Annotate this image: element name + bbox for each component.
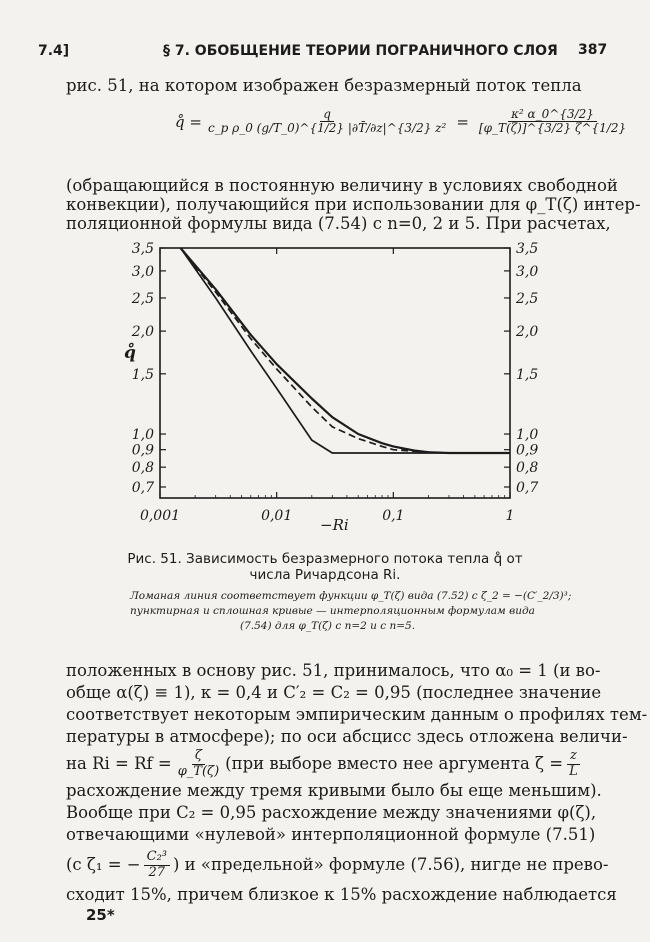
x-tick-label: 1 [505, 508, 515, 524]
series-line-2 [181, 248, 511, 453]
series-line-1 [181, 248, 511, 453]
series-group [181, 248, 511, 453]
y-tick-label: 0,8 [131, 460, 154, 477]
zeta-alternative: (при выборе вместо нее аргумента ζ = [225, 754, 564, 773]
figure-note-line-2: пунктирная и сплошная кривые — интерполяционным формулам вида [130, 605, 535, 617]
zeta1-fraction [144, 850, 170, 880]
paragraph-2-line-4: пературы в атмосфере); по оси абсцисс здесь отложена величи- [66, 727, 628, 746]
paragraph-1 [66, 176, 641, 233]
paragraph-1-line: поляционной формулы вида (7.54) с n=0, 2 и 5. При расчетах, [66, 214, 611, 233]
zeta1-definition: (с ζ₁ = − [66, 855, 141, 874]
paragraph-2-line-9 [66, 846, 609, 884]
y-tick-label-right: 0,9 [516, 442, 539, 459]
y-tick-label-right: 1,0 [516, 427, 539, 444]
formula-fraction-2 [476, 108, 629, 135]
x-tick-label: 0,001 [139, 508, 181, 524]
figure-note-line-3: (7.54) для φ_T(ζ) с n=2 и с n=5. [240, 620, 416, 632]
figure-note-line-1: Ломаная линия соответствует функции φ_T(ζ) вида (7.52) с ζ_2 = −(C′_2/3)³; [130, 590, 572, 602]
section-number: 7.4] [38, 43, 70, 59]
ri-fraction [175, 749, 222, 779]
paragraph-2-line-2: обще α(ζ) ≡ 1), κ = 0,4 и C′₂ = C₂ = 0,95 (последнее значение [66, 683, 602, 702]
y-tick-label: 3,5 [131, 241, 154, 257]
y-tick-label: 3,0 [131, 263, 154, 280]
zeta1-fraction-num: C₂³ [144, 850, 170, 865]
paragraph-1-line: (обращающийся в постоянную величину в условиях свободной [66, 176, 618, 195]
zeta-fraction-den: L [569, 763, 578, 779]
formula-den-1: c_p ρ_0 (g/T_0)^{1/2} |∂T̄/∂z|^{3/2} z² [207, 121, 447, 136]
zeta-fraction-num: z [567, 749, 580, 764]
heat-flux-chart [110, 238, 560, 533]
ri-definition: на Ri = Rf = [66, 754, 172, 773]
zeta-fraction [566, 749, 581, 779]
figure-note [130, 589, 572, 634]
formula-fraction-1 [205, 108, 449, 135]
paragraph-2 [66, 660, 648, 906]
ri-fraction-num: ζ [192, 749, 205, 764]
running-title: § 7. ОБОБЩЕНИЕ ТЕОРИИ ПОГРАНИЧНОГО СЛОЯ [163, 43, 558, 59]
figure-caption [0, 551, 650, 583]
y-tick-label-right: 3,5 [516, 241, 539, 257]
y-tick-label-right: 3,0 [516, 263, 539, 280]
paragraph-2-line-5 [66, 748, 600, 780]
y-axis-label: q̊ [124, 343, 136, 363]
heat-flux-formula [175, 108, 632, 135]
formula-eq: = [456, 112, 469, 131]
y-tick-label: 2,0 [131, 324, 154, 341]
y-tick-label: 1,0 [131, 427, 154, 444]
x-axis [140, 248, 515, 524]
page-number: 387 [578, 42, 608, 58]
y-axis-right [504, 241, 538, 496]
y-tick-label: 0,7 [131, 479, 154, 496]
figure-caption-line-2: числа Ричардсона Ri. [249, 567, 401, 583]
paragraph-2-line-1: положенных в основу рис. 51, принималось, что α₀ = 1 (и во- [66, 661, 601, 680]
y-tick-label-right: 0,7 [516, 479, 539, 496]
signature-mark: 25* [86, 906, 115, 924]
y-tick-label-right: 2,0 [516, 324, 539, 341]
formula-lhs: q̊ = [175, 112, 202, 131]
y-tick-label-right: 0,8 [516, 460, 539, 477]
paragraph-2-line-6: расхождение между тремя кривыми было бы еще меньшим). [66, 781, 602, 800]
y-tick-label-right: 2,5 [516, 290, 539, 307]
zeta1-fraction-den: 27 [148, 864, 166, 880]
limit-formula-text: ) и «предельной» формуле (7.56), нигде не прево- [173, 855, 609, 874]
series-line-0 [181, 248, 511, 453]
formula-den-2: [φ_T(ζ)]^{3/2} ζ^{1/2} [478, 121, 627, 136]
formula-num-2: κ² α_0^{3/2} [508, 108, 597, 122]
figure-caption-line-1: Рис. 51. Зависимость безразмерного потока тепла q̊ от [127, 551, 523, 567]
y-tick-label: 2,5 [131, 290, 154, 307]
paragraph-2-line-3: соответствует некоторым эмпирическим данным о профилях тем- [66, 705, 648, 724]
y-tick-label-right: 1,5 [516, 366, 539, 383]
paragraph-2-line-10: сходит 15%, причем близкое к 15% расхождение наблюдается [66, 885, 617, 904]
y-tick-label: 0,9 [131, 442, 154, 459]
x-tick-label: 0,1 [382, 508, 405, 524]
y-tick-label: 1,5 [131, 366, 154, 383]
x-axis-label: −Ri [320, 516, 349, 533]
formula-num-1: q [320, 108, 334, 122]
paragraph-2-line-7: Вообще при C₂ = 0,95 расхождение между значениями φ(ζ), [66, 803, 597, 822]
ri-fraction-den: φ_T(ζ) [177, 763, 220, 779]
paragraph-2-line-8: отвечающими «нулевой» интерполяционной формуле (7.51) [66, 825, 596, 844]
intro-line: рис. 51, на котором изображен безразмерный поток тепла [66, 76, 582, 95]
x-tick-label: 0,01 [261, 508, 293, 524]
paragraph-1-line: конвекции), получающийся при использовании для φ_T(ζ) интер- [66, 195, 641, 214]
